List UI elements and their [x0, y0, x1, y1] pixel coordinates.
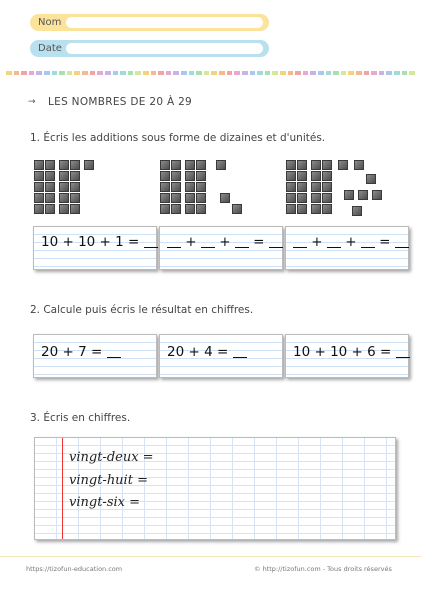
cube-icon: [160, 204, 170, 214]
cube-icon: [196, 193, 206, 203]
name-input[interactable]: [66, 17, 263, 28]
strip-segment: [234, 71, 240, 75]
cube-icon: [185, 204, 195, 214]
margin-line: [62, 438, 63, 539]
cube-icon: [171, 204, 181, 214]
date-input[interactable]: [66, 43, 263, 54]
strip-segment: [265, 71, 271, 75]
cube-icon: [297, 204, 307, 214]
strip-segment: [364, 71, 370, 75]
strip-segment: [82, 71, 88, 75]
plus-sign: +: [311, 234, 323, 250]
strip-segment: [310, 71, 316, 75]
cube-icon: [45, 193, 55, 203]
cube-icon: [297, 182, 307, 192]
cube-icon: [84, 160, 94, 170]
cube-icon: [232, 204, 242, 214]
cube-icon: [354, 160, 364, 170]
strip-segment: [29, 71, 35, 75]
cubes-group-2: [160, 160, 235, 220]
answer-blank[interactable]: [361, 234, 375, 248]
strip-segment: [379, 71, 385, 75]
cube-icon: [34, 193, 44, 203]
strip-segment: [189, 71, 195, 75]
answer-card-1a[interactable]: [33, 226, 157, 270]
cube-icon: [171, 171, 181, 181]
name-label: Nom: [38, 17, 62, 28]
cube-icon: [160, 160, 170, 170]
strip-segment: [409, 71, 415, 75]
strip-segment: [211, 71, 217, 75]
strip-segment: [135, 71, 141, 75]
cube-icon: [322, 160, 332, 170]
strip-segment: [386, 71, 392, 75]
equals-sign: =: [253, 234, 265, 250]
calc-card-1[interactable]: [33, 334, 157, 378]
question-3: 3. Écris en chiffres.: [30, 412, 131, 424]
strip-segment: [227, 71, 233, 75]
strip-segment: [158, 71, 164, 75]
cube-icon: [59, 193, 69, 203]
answer-blank[interactable]: [235, 234, 249, 248]
color-strip: [6, 71, 415, 75]
strip-segment: [341, 71, 347, 75]
strip-segment: [181, 71, 187, 75]
strip-segment: [242, 71, 248, 75]
strip-segment: [166, 71, 172, 75]
cubes-group-1: [34, 160, 109, 220]
strip-segment: [402, 71, 408, 75]
cube-icon: [160, 193, 170, 203]
cube-icon: [297, 160, 307, 170]
strip-segment: [326, 71, 332, 75]
cube-icon: [322, 204, 332, 214]
strip-segment: [113, 71, 119, 75]
cube-icon: [286, 204, 296, 214]
strip-segment: [280, 71, 286, 75]
strip-segment: [74, 71, 80, 75]
cube-icon: [311, 204, 321, 214]
equation-text: 20 + 7 =: [41, 344, 107, 360]
strip-segment: [128, 71, 134, 75]
strip-segment: [67, 71, 73, 75]
cube-icon: [185, 160, 195, 170]
cube-icon: [297, 193, 307, 203]
cube-icon: [344, 190, 354, 200]
strip-segment: [14, 71, 20, 75]
strip-segment: [303, 71, 309, 75]
strip-segment: [173, 71, 179, 75]
cube-icon: [185, 171, 195, 181]
cursive-line-2: vingt-huit =: [69, 473, 148, 488]
footer-divider: [0, 556, 421, 557]
cube-icon: [322, 182, 332, 192]
writing-card[interactable]: [34, 437, 396, 540]
cube-icon: [59, 171, 69, 181]
answer-blank[interactable]: [327, 234, 341, 248]
date-label: Date: [38, 43, 62, 54]
cube-icon: [59, 182, 69, 192]
cube-icon: [311, 193, 321, 203]
cube-icon: [59, 160, 69, 170]
card-text: [41, 344, 121, 360]
plus-sign: +: [185, 234, 197, 250]
cursive-line-1: vingt-deux =: [69, 450, 154, 465]
calc-card-3[interactable]: [285, 334, 409, 378]
strip-segment: [204, 71, 210, 75]
strip-segment: [90, 71, 96, 75]
strip-segment: [196, 71, 202, 75]
strip-segment: [356, 71, 362, 75]
cube-icon: [196, 204, 206, 214]
strip-segment: [143, 71, 149, 75]
card-text: [167, 344, 247, 360]
strip-segment: [105, 71, 111, 75]
cube-icon: [70, 160, 80, 170]
answer-blank[interactable]: [144, 234, 158, 248]
answer-card-1b[interactable]: [159, 226, 283, 270]
cube-icon: [70, 204, 80, 214]
strip-segment: [52, 71, 58, 75]
cube-icon: [286, 193, 296, 203]
strip-segment: [21, 71, 27, 75]
cube-icon: [366, 174, 376, 184]
cube-icon: [286, 160, 296, 170]
cube-icon: [160, 182, 170, 192]
equals-sign: =: [379, 234, 391, 250]
strip-segment: [257, 71, 263, 75]
arrow-icon: →: [28, 97, 36, 107]
strip-segment: [44, 71, 50, 75]
plus-sign: +: [345, 234, 357, 250]
calc-card-2[interactable]: [159, 334, 283, 378]
answer-blank[interactable]: [396, 344, 410, 358]
strip-segment: [333, 71, 339, 75]
answer-blank[interactable]: [201, 234, 215, 248]
cube-icon: [311, 160, 321, 170]
card-text: [167, 234, 283, 250]
strip-segment: [318, 71, 324, 75]
cube-icon: [70, 171, 80, 181]
strip-segment: [59, 71, 65, 75]
card-text: [293, 344, 410, 360]
cube-icon: [311, 171, 321, 181]
answer-card-1c[interactable]: [285, 226, 409, 270]
cube-icon: [372, 190, 382, 200]
answer-blank[interactable]: [107, 344, 121, 358]
date-field[interactable]: [30, 40, 269, 57]
cube-icon: [322, 193, 332, 203]
strip-segment: [272, 71, 278, 75]
plus-sign: +: [219, 234, 231, 250]
answer-blank[interactable]: [293, 234, 307, 248]
cube-icon: [45, 160, 55, 170]
strip-segment: [348, 71, 354, 75]
question-2: 2. Calcule puis écris le résultat en chiffres.: [30, 304, 254, 316]
strip-segment: [6, 71, 12, 75]
answer-blank[interactable]: [233, 344, 247, 358]
page-title: LES NOMBRES DE 20 À 29: [48, 96, 193, 108]
strip-segment: [120, 71, 126, 75]
cursive-line-3: vingt-six =: [69, 495, 140, 510]
strip-segment: [394, 71, 400, 75]
equation-text: 10 + 10 + 1 =: [41, 234, 144, 250]
card-text: [41, 234, 158, 250]
cube-icon: [352, 206, 362, 216]
strip-segment: [250, 71, 256, 75]
cube-icon: [34, 182, 44, 192]
footer-copyright: © http://tizofun.com - Tous droits réservés: [254, 565, 392, 573]
cube-icon: [45, 204, 55, 214]
cube-icon: [45, 171, 55, 181]
cube-icon: [34, 204, 44, 214]
strip-segment: [97, 71, 103, 75]
answer-blank[interactable]: [395, 234, 409, 248]
cube-icon: [34, 160, 44, 170]
cube-icon: [311, 182, 321, 192]
cube-icon: [171, 182, 181, 192]
card-text: [293, 234, 409, 250]
cube-icon: [196, 182, 206, 192]
cube-icon: [322, 171, 332, 181]
cube-icon: [216, 160, 226, 170]
answer-blank[interactable]: [167, 234, 181, 248]
strip-segment: [371, 71, 377, 75]
cube-icon: [70, 193, 80, 203]
cube-icon: [338, 160, 348, 170]
strip-segment: [219, 71, 225, 75]
cube-icon: [220, 193, 230, 203]
strip-segment: [151, 71, 157, 75]
cube-icon: [45, 182, 55, 192]
cube-icon: [34, 171, 44, 181]
cube-icon: [171, 160, 181, 170]
cube-icon: [286, 182, 296, 192]
cube-icon: [286, 171, 296, 181]
equation-text: 20 + 4 =: [167, 344, 233, 360]
question-1: 1. Écris les additions sous forme de dizaines et d'unités.: [30, 132, 326, 144]
footer-left-link[interactable]: https://tizofun-education.com: [26, 565, 123, 573]
cube-icon: [59, 204, 69, 214]
name-field[interactable]: [30, 14, 269, 31]
strip-segment: [36, 71, 42, 75]
cube-icon: [196, 160, 206, 170]
cube-icon: [297, 171, 307, 181]
answer-blank[interactable]: [269, 234, 283, 248]
strip-segment: [295, 71, 301, 75]
cube-icon: [70, 182, 80, 192]
cube-icon: [171, 193, 181, 203]
cube-icon: [185, 182, 195, 192]
cube-icon: [196, 171, 206, 181]
cube-icon: [185, 193, 195, 203]
cube-icon: [160, 171, 170, 181]
strip-segment: [288, 71, 294, 75]
cubes-group-3: [286, 160, 361, 220]
equation-text: 10 + 10 + 6 =: [293, 344, 396, 360]
cube-icon: [358, 190, 368, 200]
